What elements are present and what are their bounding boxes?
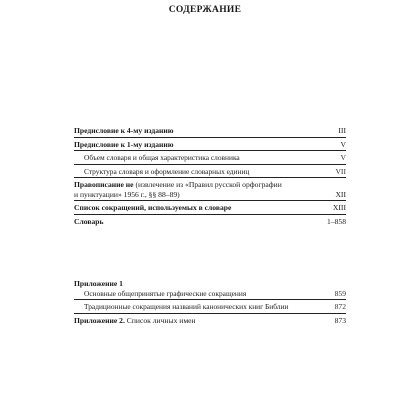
toc-divider (74, 177, 346, 178)
toc-entry-label: Предисловие к 1-му изданию (74, 139, 174, 149)
toc-entry-label: Предисловие к 4-му изданию (74, 126, 174, 135)
toc-entry-label: Структура словаря и оформление словарных единиц (84, 166, 250, 176)
toc-divider (74, 299, 346, 300)
toc-entry-preface-1[interactable] (74, 140, 346, 150)
toc-entry-preface-4[interactable] (74, 126, 346, 136)
toc-entry-label-rest: Список личных имен (126, 315, 196, 325)
toc-divider (74, 150, 346, 151)
toc-entry-label-wrap (74, 316, 320, 326)
toc-divider (74, 137, 346, 138)
toc-entry-appendix-2[interactable] (74, 316, 346, 326)
toc-entry-page: V (340, 153, 346, 162)
toc-entry-label: Правописание не (74, 180, 134, 189)
toc-entry-label: Словарь (74, 216, 104, 226)
toc-entry-label: Список сокращений, используемых в словаре (74, 203, 232, 212)
page-title: СОДЕРЖАНИЕ (168, 5, 242, 15)
toc-entry-appendix-1[interactable] (74, 279, 346, 289)
toc-entry-label: Традиционные сокращения названий канонических книг Библии (84, 302, 289, 311)
toc-main-section (74, 126, 346, 226)
toc-divider (74, 214, 346, 215)
toc-entry-label: Приложение 2. (74, 315, 125, 325)
toc-subentry-structure[interactable] (74, 167, 346, 177)
toc-subentry-bible-abbr[interactable] (74, 302, 346, 312)
toc-entry-page: 1–858 (327, 216, 346, 226)
toc-entry-label: Основные общепринятые графические сокращения (84, 288, 247, 298)
toc-entry-label: Приложение 1 (74, 279, 123, 288)
toc-entry-page: VII (335, 166, 346, 176)
toc-subentry-graphic-abbr[interactable] (74, 289, 346, 299)
toc-divider (74, 164, 346, 165)
toc-entry-label-rest-2: и пунктуации» 1956 г., §§ 88–89) (74, 189, 180, 199)
toc-entry-page: 859 (334, 288, 346, 298)
toc-entry-page: XII (335, 189, 346, 199)
toc-divider (74, 200, 346, 201)
toc-entry-page: III (338, 126, 346, 135)
toc-entry-label: Объем словаря и общая характеристика словника (84, 153, 240, 162)
toc-entry-dictionary[interactable] (74, 217, 346, 227)
toc-subentry-volume[interactable] (74, 153, 346, 163)
toc-divider (74, 313, 346, 314)
toc-entry-page: V (340, 139, 346, 149)
toc-entry-page: 872 (334, 302, 346, 311)
toc-entry-label-wrap (74, 180, 320, 199)
toc-entry-spelling[interactable] (74, 180, 346, 199)
toc-entry-page: 873 (334, 315, 346, 325)
toc-appendix-section (74, 279, 346, 325)
toc-entry-abbreviations[interactable] (74, 203, 346, 213)
toc-entry-page: XIII (332, 203, 346, 212)
toc-entry-label-rest: (извлечение из «Правил русской орфографии (135, 180, 282, 189)
